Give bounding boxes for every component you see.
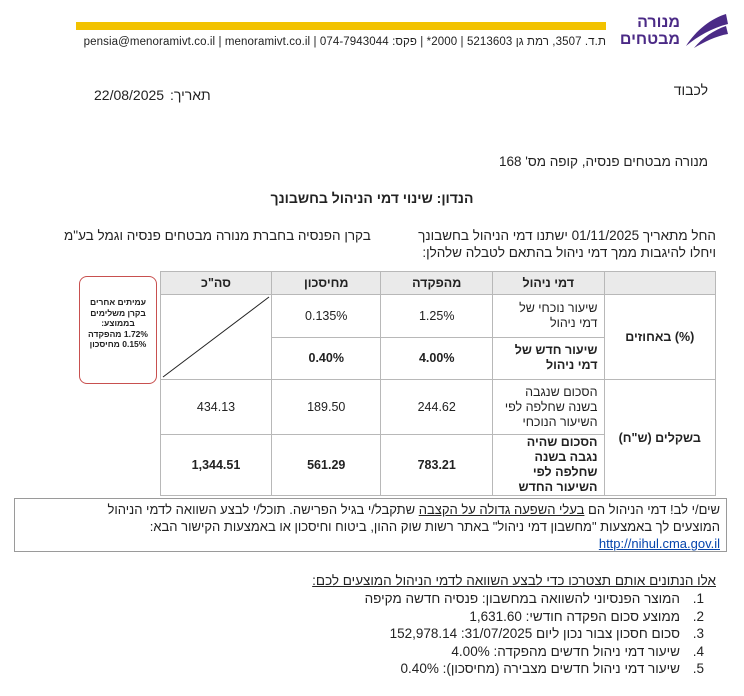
- header-fees: דמי ניהול: [492, 272, 604, 295]
- total-percent-na: [161, 295, 272, 380]
- company-logo: [620, 12, 730, 52]
- contact-line: ת.ד. 3507, רמת גן 5213603 | 2000* | פקס: 074-7943044 | pensia@menoramivt.co.il | menoramivt.co.il: [83, 36, 606, 48]
- table-row: [161, 295, 716, 338]
- recipient-label: לכבוד: [673, 82, 708, 98]
- diagonal-strike: [161, 295, 271, 379]
- list-item: 4. שיעור דמי ניהול חדשים מהפקדה: 4.00%: [451, 643, 704, 659]
- header-deposit: מהפקדה: [381, 272, 493, 295]
- logo-text: מנורה מבטחים: [619, 14, 680, 48]
- calculator-link[interactable]: http://nihul.cma.gov.il: [598, 536, 720, 551]
- date-value: 22/08/2025: [94, 87, 165, 103]
- header-total: סה"כ: [161, 272, 272, 295]
- table-header-row: [161, 272, 716, 295]
- header-empty: [604, 272, 716, 295]
- row-label: שיעור נוכחי של דמי ניהול: [492, 295, 604, 338]
- list-item: 5. שיעור דמי ניהול חדשים מצבירה (מחיסכון): 0.40%: [400, 661, 704, 676]
- cell-savings: 0.135%: [272, 295, 381, 338]
- notice-text: שים/י לב! דמי הניהול הם בעלי השפעה גדולה על הקצבה שתקבל/י בגיל הפרישה. תוכל/י לבצע השוואה לדמי הניהול המוצעים לך באמצעות "מחשבון דמי ניהול" באתר רשות שוק ההון, ביטוח וחיסכון או באמצעות הקישור הבא: http://nihul.cma.gov.il: [20, 501, 720, 552]
- notice-line-2: המוצעים לך באמצעות "מחשבון דמי ניהול" באתר רשות שוק ההון, ביטוח וחיסכון או באמצעות הקישור הבא:: [149, 519, 720, 534]
- letter-subject: הנדון: שינוי דמי הניהול בחשבונך: [270, 190, 474, 206]
- row-label: הסכום שנגבה בשנה שחלפה לפי השיעור הנוכחי: [492, 380, 604, 435]
- cell-deposit: 783.21: [381, 435, 493, 496]
- average-fees-callout: עמיתים אחרים בקרן משלימים בממוצע: 1.72% מהפקדה 0.15% מחיסכון: [79, 276, 157, 384]
- cell-total: 434.13: [161, 380, 272, 435]
- notice-emphasis: בעלי השפעה גדולה על הקצבה: [418, 502, 585, 517]
- intro-fund-description: בקרן הפנסיה בחברת מנורה מבטחים פנסיה וגמל בע"מ: [64, 228, 371, 243]
- cell-savings: 0.40%: [272, 337, 381, 380]
- date-label: תאריך:: [170, 87, 211, 103]
- list-item: 2. ממוצע סכום הפקדה חודשי: 1,631.60: [469, 608, 704, 624]
- group-shekel: בשקלים (ש"ח): [604, 380, 716, 496]
- cell-savings: 561.29: [272, 435, 381, 496]
- list-item: 1. המוצר הפנסיוני להשוואה במחשבון: פנסיה חדשה מקיפה: [364, 591, 704, 606]
- compare-list: [365, 590, 704, 678]
- cell-savings: 189.50: [272, 380, 381, 435]
- row-label: הסכום שהיה נגבה בשנה שחלפה לפי השיעור החדש: [492, 435, 604, 496]
- fund-name: מנורה מבטחים פנסיה, קופה מס' 168: [499, 154, 708, 169]
- cell-deposit: 4.00%: [381, 337, 493, 380]
- header-accent-bar: [76, 22, 606, 30]
- intro-line-1: החל מתאריך 01/11/2025 ישתנו דמי הניהול בחשבונך: [418, 228, 716, 243]
- intro-line-2: ויחלו להיגבות ממך דמי ניהול בהתאם לטבלה שלהלן:: [422, 245, 716, 260]
- fees-table: [160, 271, 716, 496]
- compare-title: אלו הנתונים אותם תצטרכו כדי לבצע השוואה לדמי הניהול המוצעים לכם:: [312, 573, 716, 588]
- cell-total: 1,344.51: [161, 435, 272, 496]
- group-percent: באחוזים (%): [604, 295, 716, 380]
- logo-swoosh-icon: [682, 12, 730, 52]
- cell-deposit: 1.25%: [381, 295, 493, 338]
- notice-box: [14, 498, 727, 552]
- table-row: [161, 380, 716, 435]
- cell-deposit: 244.62: [381, 380, 493, 435]
- header-savings: מחיסכון: [272, 272, 381, 295]
- list-item: 3. סכום חסכון צבור נכון ליום 31/07/2025: 152,978.14: [389, 626, 704, 641]
- row-label: שיעור חדש של דמי ניהול: [492, 337, 604, 380]
